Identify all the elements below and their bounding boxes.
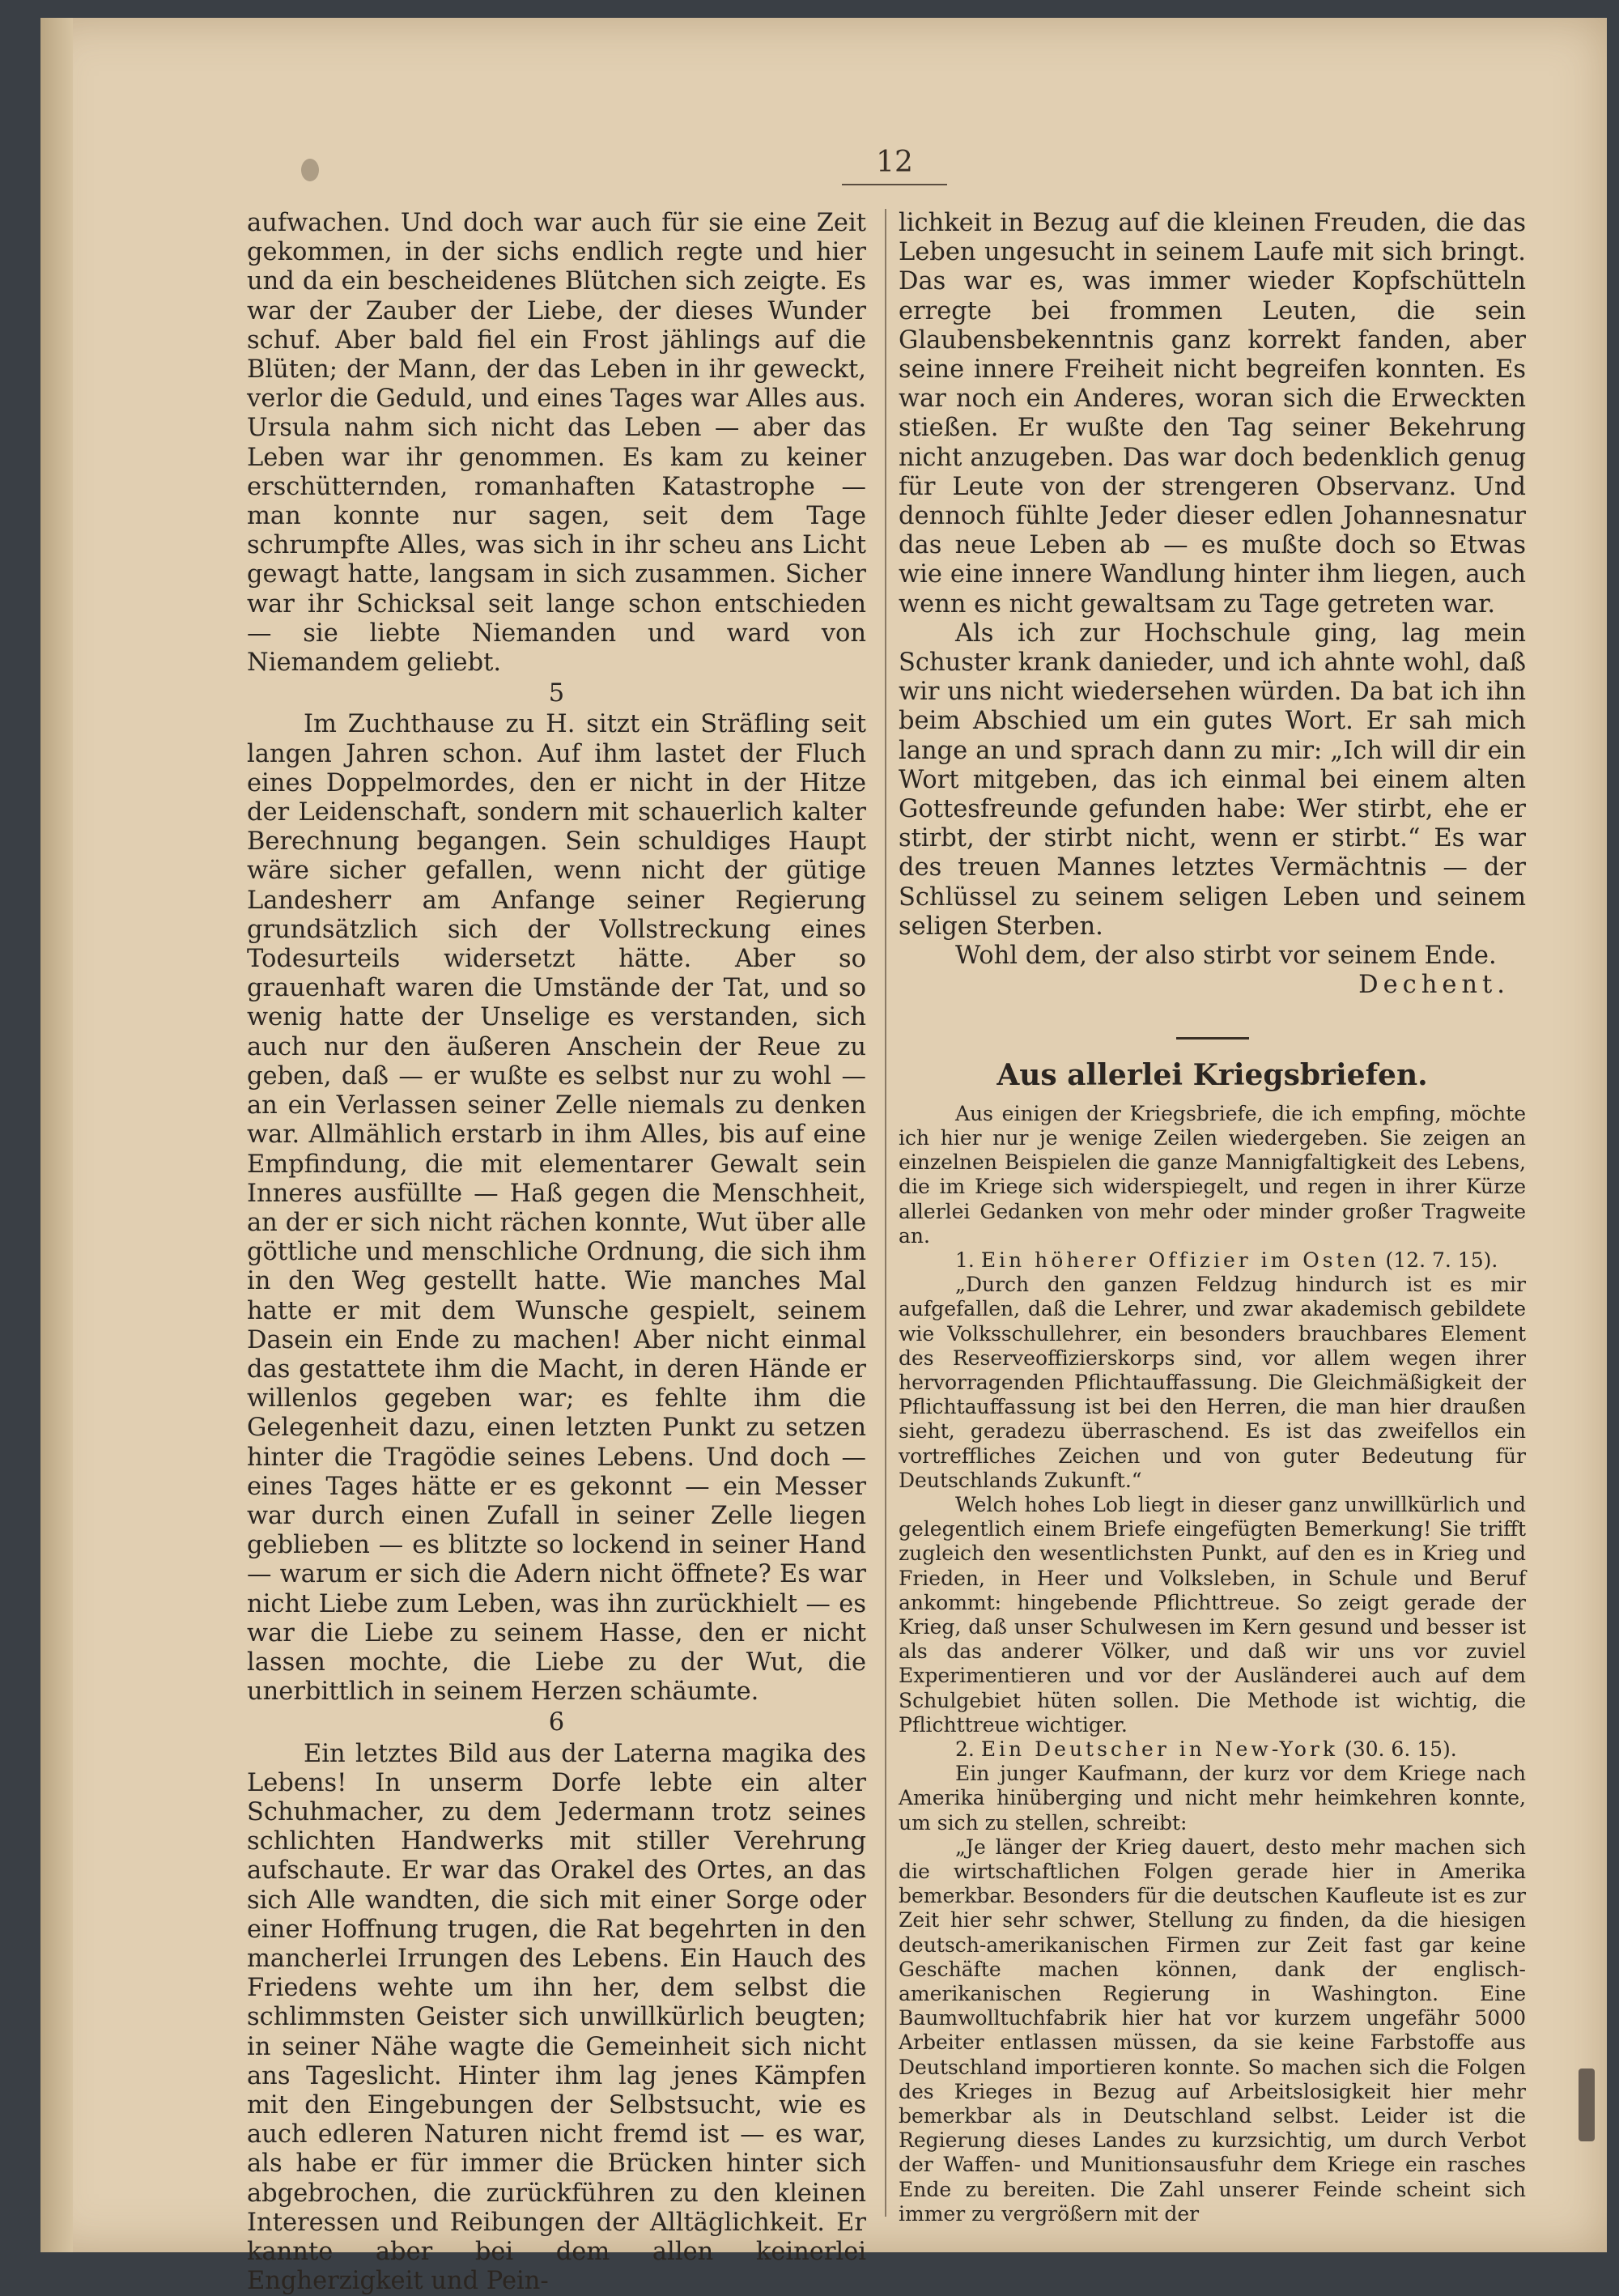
letter-title: Ein Deutscher in New-York bbox=[980, 1737, 1339, 1761]
letter-text: „Durch den ganzen Feldzug hindurch ist es mir aufgefallen, daß die Lehrer, und zwar akademisch gebildete wie Volksschullehrer, ein besonders brauchbares Element des Reserveoffizierskorps sind, vor allem wegen ihrer hervorragenden Pflichtauffassung. Die Gleichmäßigkeit der Pflichtauffassung ist bei den Herren, die man hier draußen sieht, geradezu überraschend. Es ist das zweifellos ein vortreffliches Zeichen und von guter Bedeutung für Deutschlands Zukunft.“ bbox=[899, 1273, 1526, 1492]
letter-comment: Welch hohes Lob liegt in dieser ganz unwillkürlich und gelegentlich einem Briefe eingefügten Bemerkung! Sie trifft zugleich den wesentlichsten Punkt, auf den es in Krieg und Frieden, in Heer und Volksleben, in Schule und Beruf ankommt: hingebende Pflichttreue. So zeigt gerade der Krieg, daß unser Schulwesen im Kern gesund und besser ist als das anderer Völker, und daß wir uns vor zuviel Experimentieren und vor der Ausländerei auch auf dem Schulgebiet hüten sollen. Die Methode ist wichtig, die Pflichttreue wichtiger. bbox=[899, 1492, 1526, 1737]
paragraph: Ein letztes Bild aus der Laterna magika des Lebens! In unserm Dorfe lebte ein alter Schuhmacher, zu dem Jedermann trotz seines schlichten Handwerks mit stiller Verehrung aufschaute. Er war das Orakel des Ortes, an das sich Alle wandten, die sich mit einer Sorge oder einer Hoffnung trugen, die Rat begehrten in den mancherlei Irrungen des Lebens. Ein Hauch des Friedens wehte um ihn her, dem selbst die schlimmsten Geister sich unwillkürlich beugten; in seiner Nähe wagte die Gemeinheit sich nicht ans Tageslicht. Hinter ihm lag jenes Kämpfen mit den Eingebungen der Selbstsucht, wie es auch edleren Naturen nicht fremd ist — es war, als habe er für immer die Brücken hinter sich abgebrochen, die zurückführen zu den kleinen Interessen und Reibungen der Alltäglichkeit. Er kannte aber bei dem allen keinerlei Engherzigkeit und Pein- bbox=[247, 1739, 866, 2296]
right-column bbox=[899, 209, 1526, 2226]
section-number: 5 bbox=[548, 679, 565, 708]
page-clip bbox=[1579, 2069, 1595, 2141]
page-number: 12 bbox=[842, 146, 947, 185]
author-signature: Dechent. bbox=[1358, 971, 1510, 1000]
left-column bbox=[247, 209, 866, 2296]
section-rule bbox=[1176, 1037, 1249, 1040]
paragraph: Wohl dem, der also stirbt vor seinem Ende. bbox=[955, 942, 1497, 971]
section-number: 6 bbox=[548, 1708, 565, 1737]
letter-date: (30. 6. 15). bbox=[1344, 1737, 1457, 1761]
article-body bbox=[899, 1102, 1526, 2226]
article-heading: Aus allerlei Kriegsbriefen. bbox=[996, 1058, 1428, 1093]
paragraph: Als ich zur Hochschule ging, lag mein Schuster krank danieder, und ich ahnte wohl, daß wir uns nicht wiedersehen würden. Da bat ich ihn beim Abschied um ein gutes Wort. Er sah mich lange an und sprach dann zu mir: „Ich will dir ein Wort mitgeben, das ich einmal bei einem alten Gottesfreunde gefunden habe: Wer stirbt, ehe er stirbt, der stirbt nicht, wenn er stirbt.“ Es war des treuen Mannes letztes Vermächtnis — der Schlüssel zu seinem seligen Leben und seinem seligen Sterben. bbox=[899, 619, 1526, 941]
intro-paragraph: Aus einigen der Kriegsbriefe, die ich empfing, möchte ich hier nur je wenige Zeilen wiedergeben. Sie zeigen an einzelnen Beispielen die ganze Mannigfaltigkeit des Lebens, die im Kriege sich widerspiegelt, und regen in ihrer Kürze allerlei Gedanken von mehr oder minder großer Tragweite an. bbox=[899, 1101, 1526, 1248]
letter-title: Ein höherer Offizier im Osten bbox=[980, 1248, 1379, 1272]
letter-text: „Je länger der Krieg dauert, desto mehr machen sich die wirtschaftlichen Folgen gerade hier in Amerika bemerkbar. Besonders für die deutschen Kaufleute ist es zur Zeit hier sehr schwer, Stellung zu finden, da die hiesigen deutsch-amerikanischen Firmen zur Zeit fast gar keine Geschäfte machen können, dank der englisch-amerikanischen Regierung in Washington. Eine Baumwolltuchfabrik hier hat vor kurzem ungefähr 5000 Arbeiter entlassen müssen, da sie keine Farbstoffe aus Deutschland importieren konnte. So machen sich die Folgen des Krieges in Bezug auf Arbeitslosigkeit hier mehr bemerkbar als in Deutschland selbst. Leider ist die Regierung dieses Landes zu kurzsichtig, um durch Verbot der Waffen- und Munitionsausfuhr dem Kriege ein rasches Ende zu bereiten. Die Zahl unserer Feinde scheint sich immer zu vergrößern mit der bbox=[899, 1835, 1526, 2226]
letter-number: 2. bbox=[955, 1737, 975, 1761]
paragraph: Im Zuchthause zu H. sitzt ein Sträfling seit langen Jahren schon. Auf ihm lastet der Fluch eines Doppelmordes, den er nicht in der Hitze der Leidenschaft, sondern mit schauerlich kalter Berechnung begangen. Sein schuldiges Haupt wäre sicher gefallen, wenn nicht der gütige Landesherr am Anfange seiner Regierung grundsätzlich sich der Vollstreckung eines Todesurteils widersetzt hätte. Aber so grauenhaft waren die Umstände der Tat, und so wenig hatte der Unselige es verstanden, sich auch nur den äußeren Anschein der Reue zu geben, daß — er wußte es selbst nur zu wohl — an ein Verlassen seiner Zelle niemals zu denken war. Allmählich erstarb in ihm Alles, bis auf eine Empfindung, die mit elementarer Gewalt sein Inneres ausfüllte — Haß gegen die Menschheit, an der er sich nicht rächen konnte, Wut über alle göttliche und menschliche Ordnung, die sich ihm in den Weg gestellt hatte. Wie manches Mal hatte er mit dem Wunsche gespielt, seinem Dasein ein Ende zu machen! Aber nicht einmal das gestattete ihm die Macht, in deren Hände er willenlos gegeben war; es fehlte ihm die Gelegenheit dazu, einen letzten Punkt zu setzen hinter die Tragödie seines Lebens. Und doch — eines Tages hätte er es gekonnt — ein Messer war durch einen Zufall in seiner Zelle liegen geblieben — es blitzte so lockend in seiner Hand — warum er sich die Adern nicht öffnete? Es war nicht Liebe zum Leben, was ihn zurückhielt — es war die Liebe zu seinem Hasse, den er nicht lassen mochte, die Liebe zu der Wut, die unerbittlich in seinem Herzen schäumte. bbox=[247, 710, 866, 1707]
column-divider bbox=[885, 209, 886, 2217]
letter-heading bbox=[899, 1248, 1526, 1273]
letter-intro: Ein junger Kaufmann, der kurz vor dem Kriege nach Amerika hinüberging und nicht mehr heimkehren konnte, um sich zu stellen, schreibt: bbox=[899, 1762, 1526, 1835]
book-spine bbox=[40, 18, 73, 2252]
letter-heading bbox=[899, 1737, 1526, 1762]
letter-number: 1. bbox=[955, 1248, 975, 1272]
paragraph: lichkeit in Bezug auf die kleinen Freuden, die das Leben ungesucht in seinem Laufe mit sich bringt. Das war es, was immer wieder Kopfschütteln erregte bei frommen Leuten, die sein Glaubensbekenntnis ganz korrekt fanden, aber seine innere Freiheit nicht begreifen konnten. Es war noch ein Anderes, woran sich die Erweckten stießen. Er wußte den Tag seiner Bekehrung nicht anzugeben. Das war doch bedenklich genug für Leute von der strengeren Observanz. Und dennoch fühlte Jeder dieser edlen Johannesnatur das neue Leben ab — es mußte doch so Etwas wie eine innere Wandlung hinter ihm liegen, auch wenn es nicht gewaltsam zu Tage getreten war. bbox=[899, 209, 1526, 619]
ink-stain bbox=[301, 159, 319, 181]
paragraph: aufwachen. Und doch war auch für sie eine Zeit gekommen, in der sichs endlich regte und hier und da ein bescheidenes Blütchen sich zeigte. Es war der Zauber der Liebe, der dieses Wunder schuf. Aber bald fiel ein Frost jählings auf die Blüten; der Mann, der das Leben in ihr geweckt, verlor die Geduld, und eines Tages war Alles aus. Ursula nahm sich nicht das Leben — aber das Leben war ihr genommen. Es kam zu keiner erschütternden, romanhaften Katastrophe — man konnte nur sagen, seit dem Tage schrumpfte Alles, was sich in ihr scheu ans Licht gewagt hatte, langsam in sich zusammen. Sicher war ihr Schicksal seit lange schon entschieden — sie liebte Niemanden und ward von Niemandem geliebt. bbox=[247, 209, 866, 678]
letter-date: (12. 7. 15). bbox=[1385, 1248, 1498, 1272]
